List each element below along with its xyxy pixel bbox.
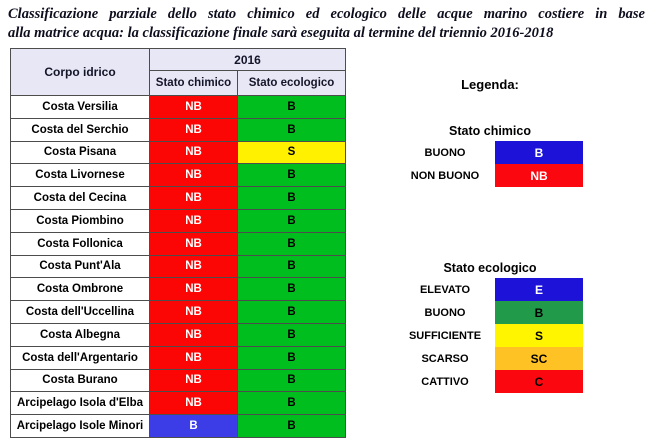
water-body-name-cell: Costa Pisana	[11, 142, 150, 165]
ecologico-status-cell: B	[238, 324, 346, 347]
legend-item-label: NON BUONO	[410, 169, 480, 182]
chimico-status-cell: NB	[150, 324, 238, 347]
chimico-status-cell: NB	[150, 278, 238, 301]
legend-item	[390, 164, 583, 187]
chimico-status-cell: B	[150, 415, 238, 438]
ecologico-status-cell: B	[238, 415, 346, 438]
ecologico-status-cell: B	[238, 392, 346, 415]
legend-color-box: B	[495, 141, 583, 164]
stato-chimico-header-cell: Stato chimico	[150, 71, 238, 96]
chimico-status-cell: NB	[150, 256, 238, 279]
ecologico-status-cell: B	[238, 370, 346, 393]
legend-item-label: BUONO	[424, 146, 466, 159]
chimico-status-cell: NB	[150, 233, 238, 256]
legend-color-box: S	[495, 324, 583, 347]
legend-stato-chimico-title: Stato chimico	[449, 124, 531, 138]
ecologico-status-cell: B	[238, 187, 346, 210]
ecologico-status-cell: B	[238, 164, 346, 187]
legend-item-label: CATTIVO	[421, 375, 469, 388]
year-header-cell: 2016	[150, 49, 346, 71]
legend-stato-chimico-rows	[390, 141, 583, 187]
legend-item-label: SCARSO	[421, 352, 469, 365]
legend-color-box: C	[495, 370, 583, 393]
legend-stato-ecologico-title: Stato ecologico	[443, 261, 537, 275]
legend-color-box: SC	[495, 347, 583, 370]
legend-item	[390, 347, 583, 370]
chimico-status-cell: NB	[150, 119, 238, 142]
water-body-name-cell: Costa Burano	[11, 370, 150, 393]
legend-item-label: SUFFICIENTE	[408, 329, 482, 342]
legend-item	[390, 278, 583, 301]
water-body-name-cell: Costa Punt'Ala	[11, 256, 150, 279]
chimico-status-cell: NB	[150, 347, 238, 370]
page-title	[8, 5, 645, 43]
water-body-name-cell: Costa del Serchio	[11, 119, 150, 142]
ecologico-status-cell: B	[238, 256, 346, 279]
water-body-name-cell: Costa Ombrone	[11, 278, 150, 301]
legend-color-box: B	[495, 301, 583, 324]
legend-color-box: E	[495, 278, 583, 301]
water-body-name-cell: Costa dell'Argentario	[11, 347, 150, 370]
water-body-name-cell: Costa Albegna	[11, 324, 150, 347]
water-body-name-cell: Arcipelago Isola d'Elba	[11, 392, 150, 415]
ecologico-status-cell: B	[238, 347, 346, 370]
ecologico-status-cell: B	[238, 96, 346, 119]
water-body-name-cell: Costa dell'Uccellina	[11, 301, 150, 324]
page-title-line-2: alla matrice acqua: la classificazione finale sarà eseguita al termine del triennio 2016-2018	[8, 25, 554, 41]
legend-item	[390, 141, 583, 164]
water-body-name-cell: Costa Livornese	[11, 164, 150, 187]
chimico-status-cell: NB	[150, 142, 238, 165]
legend-heading: Legenda:	[461, 77, 519, 92]
chimico-status-cell: NB	[150, 164, 238, 187]
legend-color-box: NB	[495, 164, 583, 187]
legend-stato-ecologico-rows	[390, 278, 583, 393]
water-body-name-cell: Costa Piombino	[11, 210, 150, 233]
ecologico-status-cell: B	[238, 278, 346, 301]
page-title-line-1: Classificazione parziale dello stato chimico ed ecologico delle acque marino costiere in base	[8, 6, 645, 22]
legend-item-label: BUONO	[424, 306, 466, 319]
corpo-idrico-header-cell: Corpo idrico	[11, 49, 150, 96]
classification-table	[10, 48, 346, 438]
ecologico-status-cell: B	[238, 233, 346, 256]
water-body-name-cell: Costa del Cecina	[11, 187, 150, 210]
chimico-status-cell: NB	[150, 96, 238, 119]
stato-ecologico-header-cell: Stato ecologico	[238, 71, 346, 96]
legend-item	[390, 370, 583, 393]
chimico-status-cell: NB	[150, 301, 238, 324]
chimico-status-cell: NB	[150, 210, 238, 233]
legend-item-label: ELEVATO	[419, 283, 471, 296]
chimico-status-cell: NB	[150, 370, 238, 393]
ecologico-status-cell: B	[238, 301, 346, 324]
ecologico-status-cell: B	[238, 210, 346, 233]
ecologico-status-cell: B	[238, 119, 346, 142]
water-body-name-cell: Costa Follonica	[11, 233, 150, 256]
legend-item	[390, 324, 583, 347]
legend-item	[390, 301, 583, 324]
ecologico-status-cell: S	[238, 142, 346, 165]
water-body-name-cell: Costa Versilia	[11, 96, 150, 119]
water-body-name-cell: Arcipelago Isole Minori	[11, 415, 150, 438]
chimico-status-cell: NB	[150, 392, 238, 415]
chimico-status-cell: NB	[150, 187, 238, 210]
